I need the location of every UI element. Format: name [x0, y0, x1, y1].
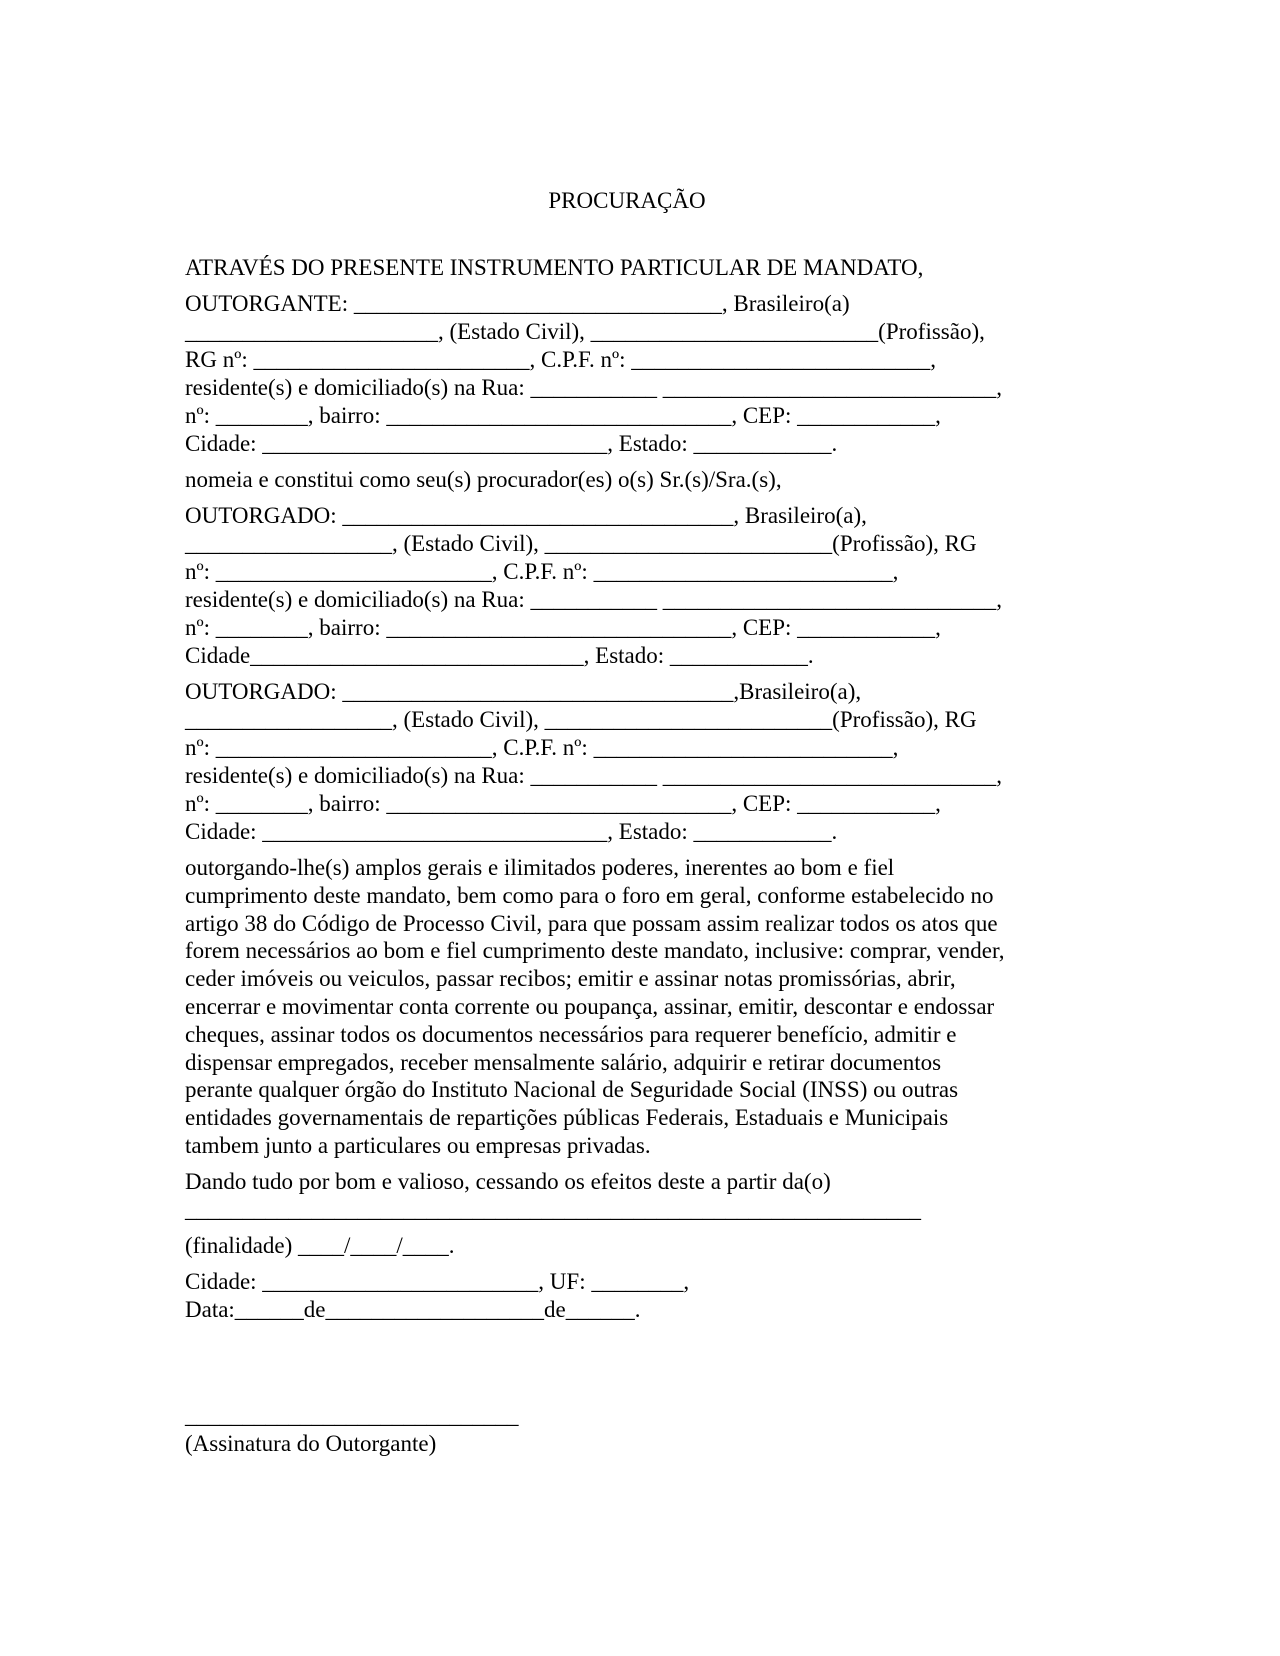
outorgante-block	[185, 290, 1085, 458]
poderes-line: entidades governamentais de repartições públicas Federais, Estaduais e Municipais	[185, 1105, 949, 1131]
outorgante-line: Cidade: ______________________________, Estado: ____________.	[185, 431, 838, 456]
document-page	[185, 186, 1085, 1458]
outorgado-line: OUTORGADO: __________________________________, Brasileiro(a),	[185, 503, 867, 528]
local-data-block	[185, 1268, 1085, 1324]
outorgado-line: Cidade: ______________________________, Estado: ____________.	[185, 819, 838, 844]
signature-block	[185, 1402, 1085, 1458]
nomeia-text: nomeia e constitui como seu(s) procurador(es) o(s) Sr.(s)/Sra.(s),	[185, 467, 782, 492]
outorgado-line: __________________, (Estado Civil), _________________________(Profissão), RG	[185, 531, 977, 556]
outorgado-line: Cidade_____________________________, Estado: ____________.	[185, 643, 814, 668]
outorgante-line: ______________________, (Estado Civil), _________________________(Profissão),	[185, 319, 985, 344]
outorgado-line: residente(s) e domiciliado(s) na Rua: ___________ _____________________________,	[185, 587, 1003, 612]
intro-text: ATRAVÉS DO PRESENTE INSTRUMENTO PARTICULAR DE MANDATO,	[185, 255, 924, 280]
outorgado-block-2	[185, 678, 1085, 846]
outorgante-line: OUTORGANTE: ________________________________, Brasileiro(a)	[185, 291, 850, 316]
finalidade-line: (finalidade) ____/____/____.	[185, 1232, 455, 1258]
poderes-line: encerrar e movimentar conta corrente ou poupança, assinar, emitir, descontar e endossar	[185, 993, 995, 1019]
poderes-line: cheques, assinar todos os documentos necessários para requerer benefício, admitir e	[185, 1021, 957, 1047]
poderes-line: dispensar empregados, receber mensalmente salário, adquirir e retirar documentos	[185, 1049, 942, 1075]
document-title: PROCURAÇÃO	[548, 188, 706, 213]
poderes-line: artigo 38 do Código de Processo Civil, para que possam assim realizar todos os atos que	[185, 910, 998, 936]
outorgado-block-1	[185, 502, 1085, 670]
outorgante-line: residente(s) e domiciliado(s) na Rua: ___________ _____________________________,	[185, 375, 1003, 400]
outorgado-line: nº: ________, bairro: ______________________________, CEP: ____________,	[185, 615, 941, 640]
dando-line: Dando tudo por bom e valioso, cessando os efeitos deste a partir da(o)	[185, 1168, 831, 1194]
signature-line: _____________________________	[185, 1402, 519, 1428]
outorgante-line: RG nº: ________________________, C.P.F. nº: __________________________,	[185, 347, 937, 372]
outorgado-line: nº: ________________________, C.P.F. nº: __________________________,	[185, 735, 899, 760]
poderes-line: forem necessários ao bom e fiel cumprimento deste mandato, inclusive: comprar, vender,	[185, 938, 1005, 964]
dando-line: ________________________________________________________________	[185, 1196, 921, 1222]
signature-caption: (Assinatura do Outorgante)	[185, 1430, 437, 1456]
outorgado-line: __________________, (Estado Civil), _________________________(Profissão), RG	[185, 707, 977, 732]
poderes-line: perante qualquer órgão do Instituto Nacional de Seguridade Social (INSS) ou outras	[185, 1077, 959, 1103]
outorgado-line: nº: ________, bairro: ______________________________, CEP: ____________,	[185, 791, 941, 816]
outorgado-line: nº: ________________________, C.P.F. nº: __________________________,	[185, 559, 899, 584]
cidade-uf-line: Cidade: ________________________, UF: ________,	[185, 1268, 690, 1294]
poderes-line: tambem junto a particulares ou empresas privadas.	[185, 1132, 651, 1158]
dando-block	[185, 1168, 1085, 1224]
outorgante-line: nº: ________, bairro: ______________________________, CEP: ____________,	[185, 403, 941, 428]
poderes-paragraph	[185, 854, 1085, 1160]
outorgado-line: residente(s) e domiciliado(s) na Rua: ___________ _____________________________,	[185, 763, 1003, 788]
data-line: Data:______de___________________de______.	[185, 1296, 641, 1322]
poderes-line: cumprimento deste mandato, bem como para o foro em geral, conforme estabelecido no	[185, 882, 994, 908]
poderes-line: outorgando-lhe(s) amplos gerais e ilimitados poderes, inerentes ao bom e fiel	[185, 855, 895, 880]
outorgado-line: OUTORGADO: __________________________________,Brasileiro(a),	[185, 679, 862, 704]
poderes-line: ceder imóveis ou veiculos, passar recibos; emitir e assinar notas promissórias, abrir,	[185, 966, 956, 992]
